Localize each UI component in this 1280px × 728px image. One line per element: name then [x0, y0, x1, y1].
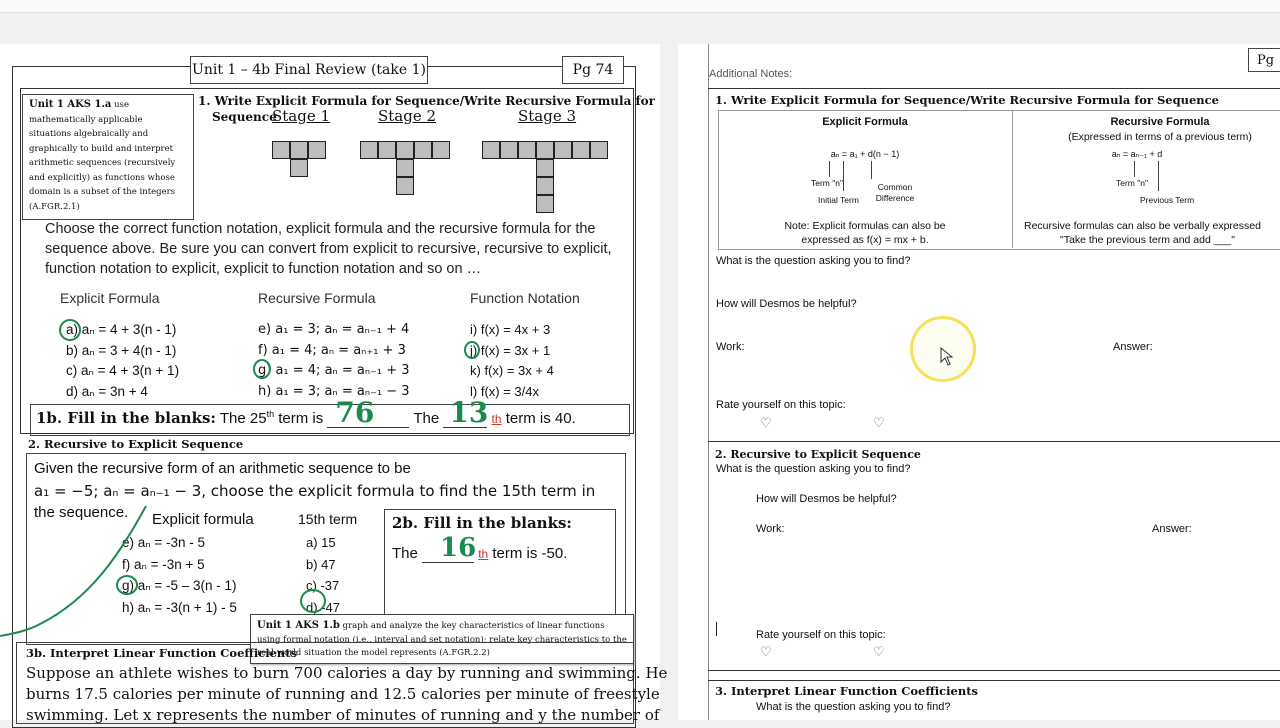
q1b-blank-2[interactable] [443, 396, 489, 429]
recursive-options [258, 320, 410, 402]
question-2b-line [392, 533, 568, 563]
question-1b-label: 1b. Fill in the blanks: [36, 409, 216, 427]
option-b: b) aₙ = 3 + 4(n - 1) [66, 342, 177, 358]
additional-notes-label: Additional Notes: [709, 68, 793, 80]
explicit-options [66, 320, 179, 402]
q2-prompt-2: a₁ = −5; aₙ = aₙ₋₁ − 3, choose the explicit formula to find the 15th term in [34, 482, 596, 500]
q1-rate-label: Rate yourself on this topic: [716, 399, 846, 411]
q2-option-a: a) 15 [306, 535, 336, 550]
question-3b-text [26, 663, 668, 726]
option-k: k) f(x) = 3x + 4 [470, 363, 554, 378]
arrow-common [871, 161, 872, 179]
notes-q2-heading: 2. Recursive to Explicit Sequence [715, 448, 921, 461]
question-1-heading: 1. Write Explicit Formula for Sequence/Write Recursive Formula for [198, 94, 656, 108]
option-g: g) a₁ = 4; aₙ = aₙ₋₁ + 3 [258, 363, 410, 378]
text-caret [716, 622, 717, 636]
q1b-blank-1[interactable] [327, 396, 409, 429]
q1-answer-label: Answer: [1113, 341, 1153, 353]
arrow-rec-term [1134, 161, 1135, 177]
explicit-note [718, 219, 1012, 247]
recursive-title: Recursive Formula [1110, 116, 1210, 128]
function-options [470, 320, 554, 402]
recursive-note-1: Recursive formulas can also be verbally expressed [1024, 220, 1261, 232]
stage-2-label: Stage 2 [378, 107, 437, 125]
q2-thumbs-up-icon[interactable]: ♡ [873, 644, 885, 659]
function-notation-header: Function Notation [470, 290, 580, 306]
aks-1b-title: Unit 1 AKS 1.b [257, 620, 340, 631]
q1b-answer-2: 13 [449, 396, 489, 429]
q2-thumbs-down-icon[interactable]: ♡ [760, 644, 772, 659]
q1-work-label: Work: [716, 341, 745, 353]
q2-option-e: e) aₙ = -3n - 5 [122, 535, 206, 550]
recursive-subtitle: (Expressed in terms of a previous term) [1068, 131, 1252, 143]
notes-q3-heading: 3. Interpret Linear Function Coefficients [715, 684, 979, 698]
recursive-note [1024, 219, 1280, 247]
q2b-blank[interactable] [422, 533, 477, 563]
option-c: c) aₙ = 4 + 3(n + 1) [66, 363, 180, 378]
stage-1-label: Stage 1 [272, 107, 331, 125]
q1b-text-3: The [413, 410, 440, 427]
explicit-note-1: Note: Explicit formulas can also be [784, 220, 946, 232]
thumbs-down-icon[interactable]: ♡ [760, 415, 772, 430]
page-title: Unit 1 – 4b Final Review (take 1) [190, 56, 428, 84]
browser-toolbar [0, 0, 1280, 13]
q2-option-b: b) 47 [306, 556, 336, 572]
q1b-text-4: term is 40. [505, 410, 576, 427]
stage-3-label: Stage 3 [518, 107, 577, 125]
mouse-pointer-icon [940, 347, 954, 367]
question-1b-line [36, 396, 576, 429]
notes-page-right [678, 44, 1280, 720]
option-a: a) aₙ = 4 + 3(n - 1) [66, 322, 177, 337]
thumbs-up-icon[interactable]: ♡ [873, 415, 885, 430]
answer-circle-q2-d [300, 589, 326, 613]
question-3b-heading: 3b. Interpret Linear Function Coefficients [26, 646, 298, 660]
q2b-th: th [478, 547, 489, 561]
q1b-text-2: term is [278, 410, 324, 427]
aks-1b-text: graph and analyze the key characteristics of linear functions using formal notation (i.e., interval and set notation); relate key characteristics to the real-world situation the model represents (A.FGR.2.2) [257, 621, 627, 658]
question-1-instructions: Choose the correct function notation, explicit formula and the recursive formula for the sequence above. Be sure you can convert from explicit to recursive, recursive to explicit, function notation to explicit, explicit to function notation and so on … [45, 221, 612, 277]
q2-find-prompt: What is the question asking you to find? [716, 463, 911, 475]
recursive-formula: aₙ = aₙ₋₁ + d [1111, 149, 1163, 159]
explicit-formula: aₙ = a₁ + d(n − 1) [830, 149, 900, 159]
arrow-initial [843, 161, 844, 191]
q2-rate-label: Rate yourself on this topic: [756, 629, 886, 641]
question-2b-label: 2b. Fill in the blanks: [392, 514, 572, 532]
explicit-note-2: expressed as f(x) = mx + b. [801, 234, 929, 246]
q1b-text-1: The 25 [219, 410, 267, 427]
q3b-line-1: Suppose an athlete wishes to burn 700 calories a day by running and swimming. He [26, 664, 668, 682]
option-i: i) f(x) = 4x + 3 [470, 322, 551, 337]
option-j: j) f(x) = 3x + 1 [470, 342, 551, 358]
recursive-note-2: "Take the previous term and add ___" [1060, 234, 1235, 246]
answer-circle-a [59, 319, 81, 341]
option-h: h) a₁ = 3; aₙ = aₙ₋₁ − 3 [258, 383, 410, 399]
q1b-answer-1: 76 [335, 396, 375, 429]
q2-option-c: c) -37 [306, 578, 340, 593]
q2-desmos-prompt: How will Desmos be helpful? [756, 493, 897, 505]
q1b-th: th [491, 412, 502, 426]
worksheet-page-left [0, 44, 668, 724]
q1b-sup: th [266, 409, 275, 419]
answer-circle-j [464, 341, 480, 359]
q1-find-prompt: What is the question asking you to find? [716, 255, 911, 267]
q2-answer-label: Answer: [1152, 523, 1192, 535]
arrow-term [829, 161, 830, 177]
q2-option-h: h) aₙ = -3(n + 1) - 5 [122, 599, 237, 615]
q2b-answer: 16 [440, 533, 477, 563]
question-1-heading-cont: Sequence [212, 110, 277, 124]
explicit-term-label: Term "n" [811, 178, 844, 188]
pen-stroke [0, 504, 150, 644]
q2b-text-2: term is -50. [492, 545, 568, 562]
recursive-prev-label: Previous Term [1140, 195, 1195, 205]
arrow-rec-prev [1158, 161, 1159, 191]
q1-desmos-prompt: How will Desmos be helpful? [716, 298, 857, 310]
question-2-heading: 2. Recursive to Explicit Sequence [28, 437, 244, 451]
aks-1a-text: use mathematically applicable situations algebraically and graphically to build and interpret arithmetic sequences (recursively and explicitly) as functions whose domain is a subset of the integers (A.FGR.2.1) [29, 100, 176, 212]
recursive-formula-header: Recursive Formula [258, 290, 376, 306]
q3b-line-3: swimming. Let x represents the number of minutes of running and y the number of [26, 706, 660, 724]
q2-option-g: g) aₙ = -5 – 3(n - 1) [122, 578, 237, 593]
explicit-common-label: Common Difference [875, 182, 915, 203]
q2-work-label: Work: [756, 523, 785, 535]
option-f: f) a₁ = 4; aₙ = aₙ₊₁ + 3 [258, 342, 406, 358]
option-l: l) f(x) = 3/4x [470, 383, 539, 399]
explicit-formula-header: Explicit Formula [60, 290, 160, 306]
aks-1a-title: Unit 1 AKS 1.a [29, 99, 112, 110]
page-number: Pg 74 [562, 56, 624, 84]
q2-prompt-3: the sequence. [34, 504, 129, 521]
q2-col-explicit: Explicit formula [152, 511, 254, 528]
option-d: d) aₙ = 3n + 4 [66, 383, 148, 399]
notes-q1-heading: 1. Write Explicit Formula for Sequence/Write Recursive Formula for Sequence [715, 93, 1219, 107]
explicit-initial-label: Initial Term [818, 195, 859, 205]
q2-col-term: 15th term [298, 511, 358, 527]
q3b-line-2: burns 17.5 calories per minute of running and 12.5 calories per minute of freestyle [26, 685, 660, 703]
q2-option-d: d) -47 [306, 599, 340, 615]
recursive-term-label: Term "n" [1116, 178, 1149, 188]
answer-circle-g [253, 359, 271, 379]
explicit-title: Explicit Formula [822, 116, 908, 128]
notes-page-number: Pg [1248, 48, 1280, 72]
q2-prompt-1: Given the recursive form of an arithmetic sequence to be [34, 460, 411, 477]
option-e: e) a₁ = 3; aₙ = aₙ₋₁ + 4 [258, 322, 410, 337]
q2b-text-1: The [392, 545, 418, 562]
q2-option-f: f) aₙ = -3n + 5 [122, 556, 205, 572]
q3-find-prompt: What is the question asking you to find? [756, 701, 951, 713]
